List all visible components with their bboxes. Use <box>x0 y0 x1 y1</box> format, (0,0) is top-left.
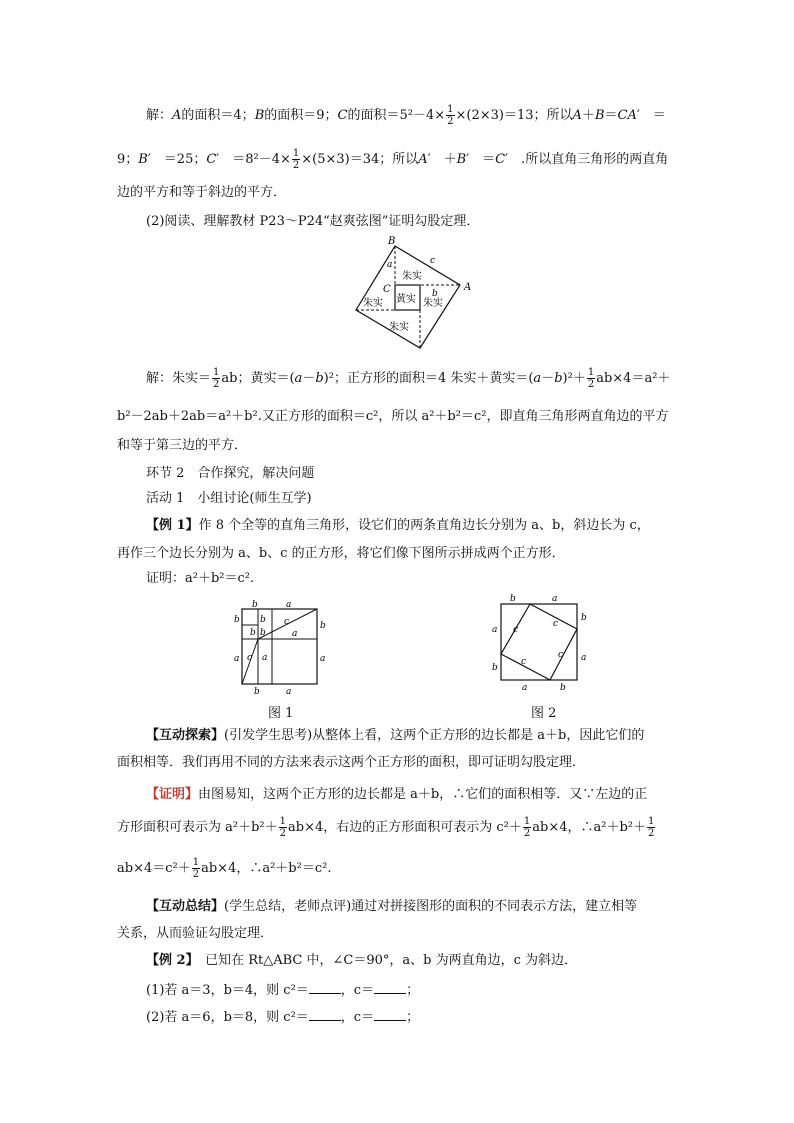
f2-label-b: b <box>510 594 516 604</box>
f1-label-a: a <box>292 629 298 639</box>
f1-label-b: b <box>234 615 240 625</box>
fraction-half: $\frac{1}{2}$ <box>587 367 595 390</box>
fraction-half: $\frac{1}{2}$ <box>292 148 300 171</box>
zhao-solution-line-3: 和等于第三边的平方． <box>117 438 248 453</box>
solution-line-2: 9；B′ ＝25；C′ ＝8²－4× $\frac{1}{2}$ ×(5×3)＝34；所以A′ ＋B′ ＝C′ .所以直角三角形的两直角 <box>117 148 669 171</box>
f1-label-a: a <box>286 600 292 610</box>
zhu-shi-right: 朱实 <box>423 298 443 309</box>
f2-label-c: c <box>553 619 559 629</box>
f1-label-a: a <box>286 687 292 697</box>
f2-label-b: b <box>492 663 498 673</box>
example-1-line-2: 再作三个边长分别为 a、b、c 的正方形，将它们像下图所示拼成两个正方形． <box>117 546 565 561</box>
label-b: b <box>432 289 438 299</box>
figure-2 <box>484 592 596 698</box>
answer-blank[interactable] <box>309 981 341 994</box>
zhao-shuang-figure <box>340 232 480 354</box>
example-2-q2: (2)若 a＝6，b＝8，则 c²＝ ，c＝ ； <box>146 1010 420 1025</box>
figure-2-caption: 图 2 <box>531 706 557 721</box>
explore-line-1: 【互动探索】(引发学生思考)从整体上看，这两个正方形的边长都是 a＋b，因此它们的 <box>146 728 645 743</box>
fraction-half: $\frac{1}{2}$ <box>279 816 287 839</box>
f2-label-a: a <box>581 653 587 663</box>
figure-1 <box>226 598 336 698</box>
explore-line-2: 面积相等．我们再用不同的方法来表示这两个正方形的面积，即可证明勾股定理． <box>117 755 586 770</box>
label-B: B <box>388 236 396 247</box>
label-C: C <box>383 284 391 295</box>
f2-label-a: a <box>522 683 528 693</box>
f2-label-c: c <box>558 650 564 660</box>
item-2-text: (2)阅读、理解教材 P23～P24“赵爽弦图”证明勾股定理． <box>146 214 480 229</box>
figure-1-caption: 图 1 <box>268 706 294 721</box>
fraction-half: $\frac{1}{2}$ <box>523 816 531 839</box>
f1-label-a: a <box>320 654 326 664</box>
label-c: c <box>430 256 436 266</box>
f1-label-c: c <box>247 653 253 663</box>
zhao-solution-line-2: b²－2ab＋2ab＝a²＋b².又正方形的面积＝c²，所以 a²＋b²＝c²，即直角三角形两直角边的平方 <box>117 409 669 424</box>
answer-blank[interactable] <box>309 1008 341 1021</box>
fraction-half: $\frac{1}{2}$ <box>648 816 655 839</box>
answer-blank[interactable] <box>374 981 406 994</box>
label-a: a <box>387 260 393 270</box>
f1-label-b: b <box>260 615 266 625</box>
example-2-line: 【例 2】 已知在 Rt△ABC 中，∠C＝90°，a、b 为两直角边，c 为斜边． <box>146 953 577 968</box>
f1-label-b: b <box>252 600 258 610</box>
f2-label-b: b <box>581 613 587 623</box>
example-1-prove: 证明：a²＋b²＝c². <box>146 571 255 586</box>
zhu-shi-bottom: 朱实 <box>389 322 409 333</box>
f1-label-a: a <box>234 654 240 664</box>
f1-label-c: c <box>284 617 290 627</box>
zhu-shi-top: 朱实 <box>402 271 422 282</box>
section-link-2: 环节 2 合作探究，解决问题 <box>146 466 315 481</box>
summary-line-2: 关系，从而验证勾股定理． <box>117 926 274 941</box>
f2-label-a: a <box>492 625 498 635</box>
summary-line-1: 【互动总结】(学生总结，老师点评)通过对拼接图形的面积的不同表示方法，建立相等 <box>146 899 638 914</box>
activity-1: 活动 1 小组讨论(师生互学) <box>146 491 312 506</box>
solution-line-3: 边的平方和等于斜边的平方． <box>117 185 287 200</box>
solution-line-1: 解：A的面积＝4；B的面积＝9；C的面积＝5²－4× $\frac{1}{2}$ ×(2×3)＝13；所以A＋B＝CA′ ＝ <box>146 104 666 127</box>
zhu-shi-left: 朱实 <box>363 298 383 309</box>
proof-line-2: 方形面积可表示为 a²＋b²＋ $\frac{1}{2}$ ab×4，右边的正方形面积可表示为 c²＋ $\frac{1}{2}$ ab×4，∴a²＋b²＋ $\frac{1}{2}$ <box>117 816 655 839</box>
f2-label-b: b <box>560 683 566 693</box>
label-A: A <box>464 282 472 293</box>
fraction-half: $\frac{1}{2}$ <box>213 367 220 390</box>
zhao-solution-line-1: 解：朱实＝ $\frac{1}{2}$ ab；黄实＝(a－b)²；正方形的面积＝4 朱实＋黄实＝(a－b)²＋ $\frac{1}{2}$ ab×4＝a²＋ <box>146 367 671 390</box>
f2-label-c: c <box>513 625 519 635</box>
example-2-q1: (1)若 a＝3，b＝4，则 c²＝ ，c＝ ； <box>146 983 420 998</box>
example-1-line-1: 【例 1】作 8 个全等的直角三角形，设它们的两条直角边长分别为 a、b，斜边长为 c， <box>146 518 650 533</box>
answer-blank[interactable] <box>374 1008 406 1021</box>
f1-label-b: b <box>250 628 256 638</box>
f2-label-a: a <box>552 594 558 604</box>
f1-label-b: b <box>254 687 260 697</box>
f1-label-b: b <box>320 621 326 631</box>
fraction-half: $\frac{1}{2}$ <box>447 104 454 127</box>
f1-label-b: b <box>260 628 266 638</box>
proof-line-3: ab×4＝c²＋ $\frac{1}{2}$ ab×4，∴a²＋b²＝c². <box>117 857 332 880</box>
fraction-half: $\frac{1}{2}$ <box>192 857 200 880</box>
f1-label-a: a <box>262 653 268 663</box>
f2-label-c: c <box>521 657 527 667</box>
proof-line-1: 【证明】由图易知，这两个正方形的边长都是 a＋b，∴它们的面积相等．又∵左边的正 <box>146 787 648 802</box>
huang-shi: 黄实 <box>396 294 416 305</box>
